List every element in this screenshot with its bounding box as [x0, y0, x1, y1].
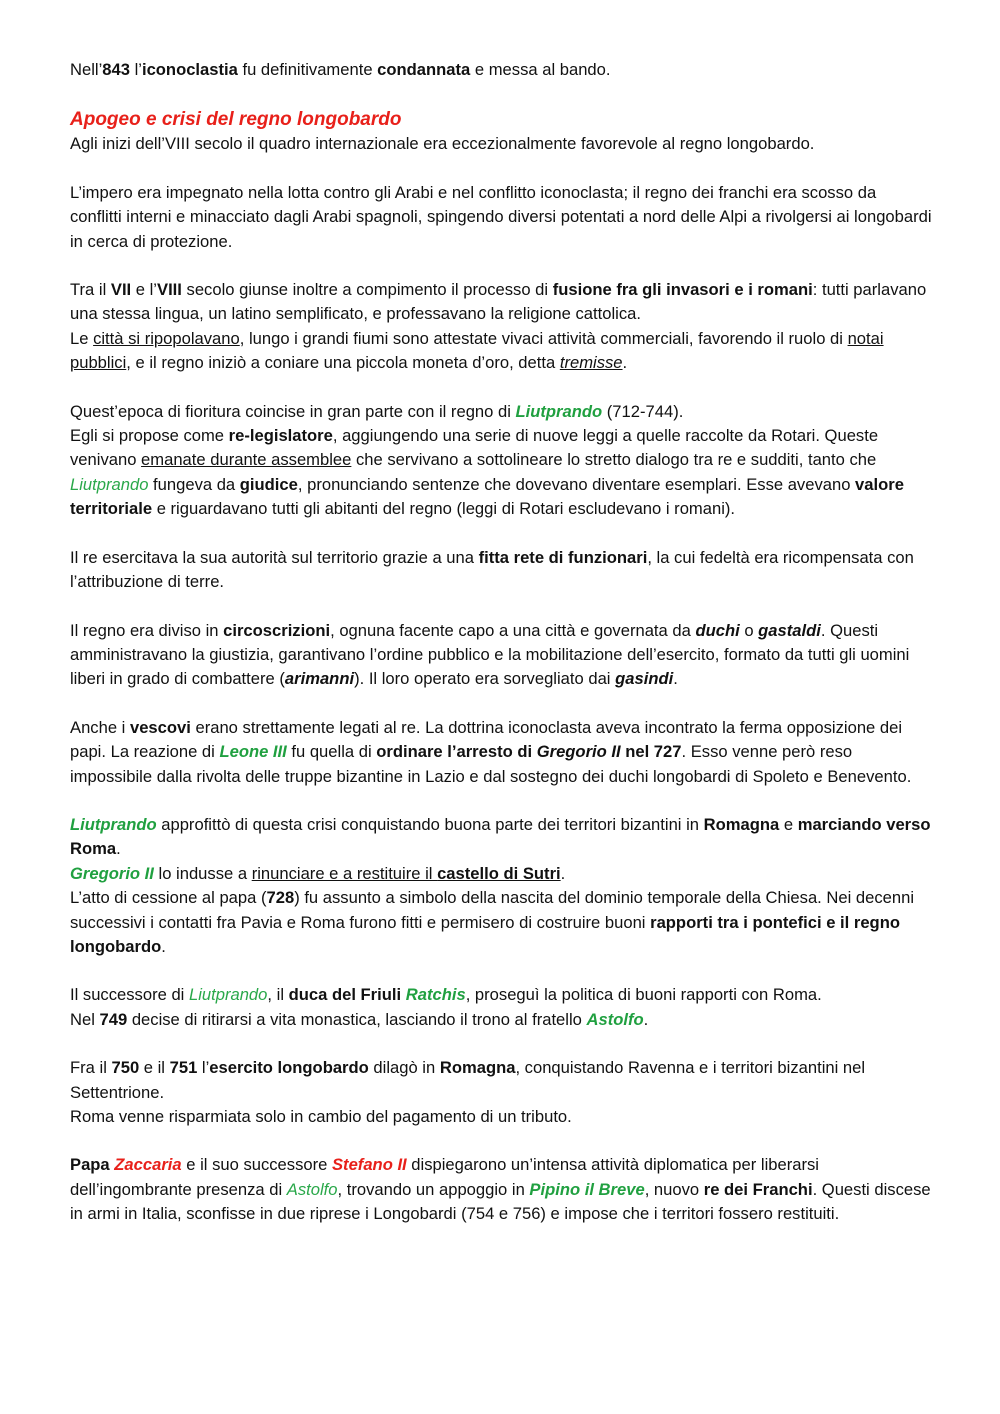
paragraph-franks: Papa Zaccaria e il suo successore Stefano II dispiegarono un’intensa attività diplomatica per liberarsi dell’ingombrante presenza di Astolfo, trovando un appoggio in Pipino il Breve, nuovo re dei Franchi. Questi discese in armi in Italia, sconfisse in due riprese i Longobardi (754 e 756) e impose che i territori fossero restituiti. — [70, 1155, 931, 1224]
name-liutprando: Liutprando — [515, 401, 603, 421]
paragraph-astolfo: Nel 749 decise di ritirarsi a vita monastica, lasciando il trono al fratello Astolfo. — [70, 1009, 649, 1029]
name-astolfo: Astolfo — [586, 1009, 644, 1029]
paragraph-officials: Il re esercitava la sua autorità sul territorio grazie a una fitta rete di funzionari, la cui fedeltà era ricompensata con l’attribuzione di terre. — [70, 547, 914, 592]
paragraph-iconoclasm: Nell’843 l’iconoclastia fu definitivamente condannata e messa al bando. — [70, 60, 611, 79]
name-zaccaria: Zaccaria — [114, 1155, 182, 1175]
name-gregorio-ii: Gregorio II — [70, 863, 154, 883]
paragraph-liutprando: Quest’epoca di fioritura coincise in gran parte con il regno di Liutprando (712-744). — [70, 401, 684, 421]
paragraph-bishops: Anche i vescovi erano strettamente legati al re. La dottrina iconoclasta aveva incontrato la ferma opposizione dei papi. La reazione di Leone III fu quella di ordinare l’arresto di Gregorio II nel 727. Esso venne però reso impossibile dalla rivolta delle truppe bizantine in Lazio e dal sostegno dei duchi longobardi di Spoleto e Benevento. — [70, 717, 912, 786]
paragraph-tribute: Roma venne risparmiata solo in cambio del pagamento di un tributo. — [70, 1107, 572, 1126]
name-astolfo: Astolfo — [286, 1179, 338, 1199]
paragraph-intro: Agli inizi dell’VIII secolo il quadro internazionale era eccezionalmente favorevole al regno longobardo. — [70, 134, 815, 154]
paragraph-empire: L’impero era impegnato nella lotta contro gli Arabi e nel conflitto iconoclasta; il regno dei franchi era scosso da conflitti interni e minacciato dagli Arabi spagnoli, spingendo diversi potentati a nord delle Alpi a rivolgersi ai longobardi in cerca di protezione. — [70, 182, 932, 251]
name-ratchis: Ratchis — [405, 985, 466, 1005]
paragraph-ratchis: Il successore di Liutprando, il duca del Friuli Ratchis, proseguì la politica di buoni rapporti con Roma. — [70, 985, 822, 1005]
paragraph-fusion: Tra il VII e l’VIII secolo giunse inoltre a compimento il processo di fusione fra gli invasori e i romani: tutti parlavano una stessa lingua, un latino semplificato, e professavano la religione cattolica. — [70, 280, 927, 324]
paragraph-cession: L’atto di cessione al papa (728) fu assunto a simbolo della nascita del dominio temporale della Chiesa. Nei decenni successivi i contatti fra Pavia e Roma furono fitti e permisero di costruire buoni rapporti tra i pontefici e il regno longobardo. — [70, 888, 915, 956]
name-liutprando: Liutprando — [70, 814, 157, 834]
paragraph-ravenna: Fra il 750 e il 751 l’esercito longobardo dilagò in Romagna, conquistando Ravenna e i territori bizantini nel Settentrione. — [70, 1058, 866, 1102]
name-liutprando: Liutprando — [70, 474, 149, 494]
name-stefano-ii: Stefano II — [331, 1155, 407, 1175]
name-pipino-il-breve: Pipino il Breve — [529, 1179, 645, 1199]
paragraph-crisis: Liutprando approfittò di questa crisi conquistando buona parte dei territori bizantini in Romagna e marciando verso Roma. — [70, 814, 931, 859]
paragraph-cities: Le città si ripopolavano, lungo i grandi fiumi sono attestate vivaci attività commerciali, favorendo il ruolo di notai pubblici, e il regno iniziò a coniare una piccola moneta d’oro, detta tremisse. — [70, 328, 884, 373]
paragraph-legislator: Egli si propose come re-legislatore, aggiungendo una serie di nuove leggi a quelle raccolte da Rotari. Queste venivano emanate durante assemblee che servivano a sottolineare lo stretto dialogo tra re e sudditi, tanto che Liutprando fungeva da giudice, pronunciando sentenze che dovevano diventare esemplari. Esse avevano valore territoriale e riguardavano tutti gli abitanti del regno (leggi di Rotari escludevano i romani). — [70, 426, 904, 519]
paragraph-districts: Il regno era diviso in circoscrizioni, ognuna facente capo a una città e governata da duchi o gastaldi. Questi amministravano la giustizia, garantivano l’ordine pubblico e la mobilitazione dell’esercito, formato da tutti gli uomini liberi in grado di combattere (arimanni). Il loro operato era sorvegliato dai gasindi. — [70, 620, 910, 689]
section-title: Apogeo e crisi del regno longobardo — [70, 109, 402, 131]
name-liutprando: Liutprando — [188, 985, 268, 1005]
paragraph-sutri: Gregorio II lo indusse a rinunciare e a restituire il castello di Sutri. — [70, 863, 566, 883]
name-leone-iii: Leone III — [219, 742, 287, 762]
